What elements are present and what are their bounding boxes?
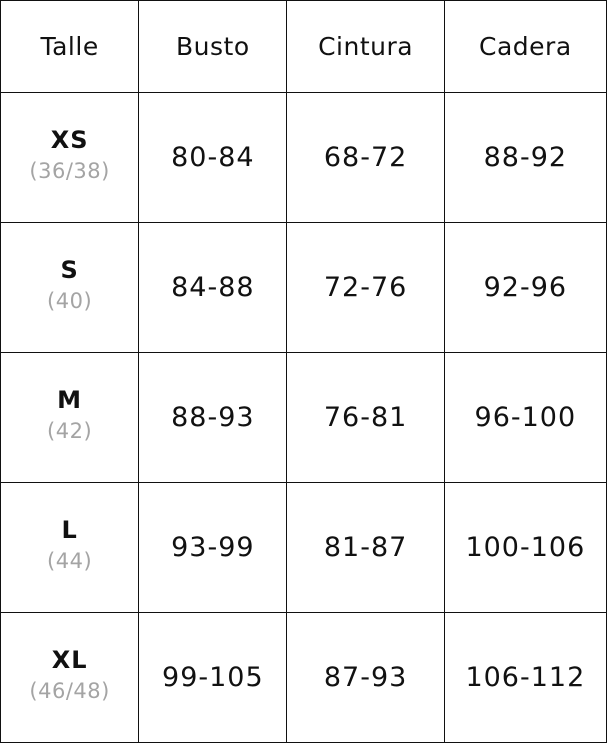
table-header-row — [1, 1, 607, 93]
table-row — [1, 483, 607, 613]
busto-cell: 88-93 — [139, 353, 287, 483]
cadera-cell: 100-106 — [444, 483, 606, 613]
header-cadera: Cadera — [444, 1, 606, 93]
size-cell — [1, 223, 139, 353]
cintura-cell: 81-87 — [287, 483, 444, 613]
cintura-cell: 68-72 — [287, 93, 444, 223]
size-cell — [1, 353, 139, 483]
cadera-cell: 92-96 — [444, 223, 606, 353]
size-cell — [1, 483, 139, 613]
busto-cell: 93-99 — [139, 483, 287, 613]
table-row — [1, 223, 607, 353]
cintura-cell: 87-93 — [287, 613, 444, 743]
size-equivalence: (36/38) — [29, 158, 110, 183]
size-cell — [1, 613, 139, 743]
size-label: XS — [50, 125, 89, 154]
size-label: S — [60, 255, 79, 284]
header-talle: Talle — [1, 1, 139, 93]
size-label: M — [57, 385, 83, 414]
cintura-cell: 76-81 — [287, 353, 444, 483]
table-row — [1, 613, 607, 743]
table-row — [1, 353, 607, 483]
header-cintura: Cintura — [287, 1, 444, 93]
busto-cell: 84-88 — [139, 223, 287, 353]
size-cell — [1, 93, 139, 223]
busto-cell: 80-84 — [139, 93, 287, 223]
size-equivalence: (40) — [47, 288, 93, 313]
cadera-cell: 106-112 — [444, 613, 606, 743]
header-busto: Busto — [139, 1, 287, 93]
size-label: XL — [51, 645, 88, 674]
cadera-cell: 96-100 — [444, 353, 606, 483]
busto-cell: 99-105 — [139, 613, 287, 743]
size-equivalence: (46/48) — [29, 678, 110, 703]
size-equivalence: (44) — [47, 548, 93, 573]
cadera-cell: 88-92 — [444, 93, 606, 223]
cintura-cell: 72-76 — [287, 223, 444, 353]
size-label: L — [61, 515, 78, 544]
table-row — [1, 93, 607, 223]
size-equivalence: (42) — [47, 418, 93, 443]
